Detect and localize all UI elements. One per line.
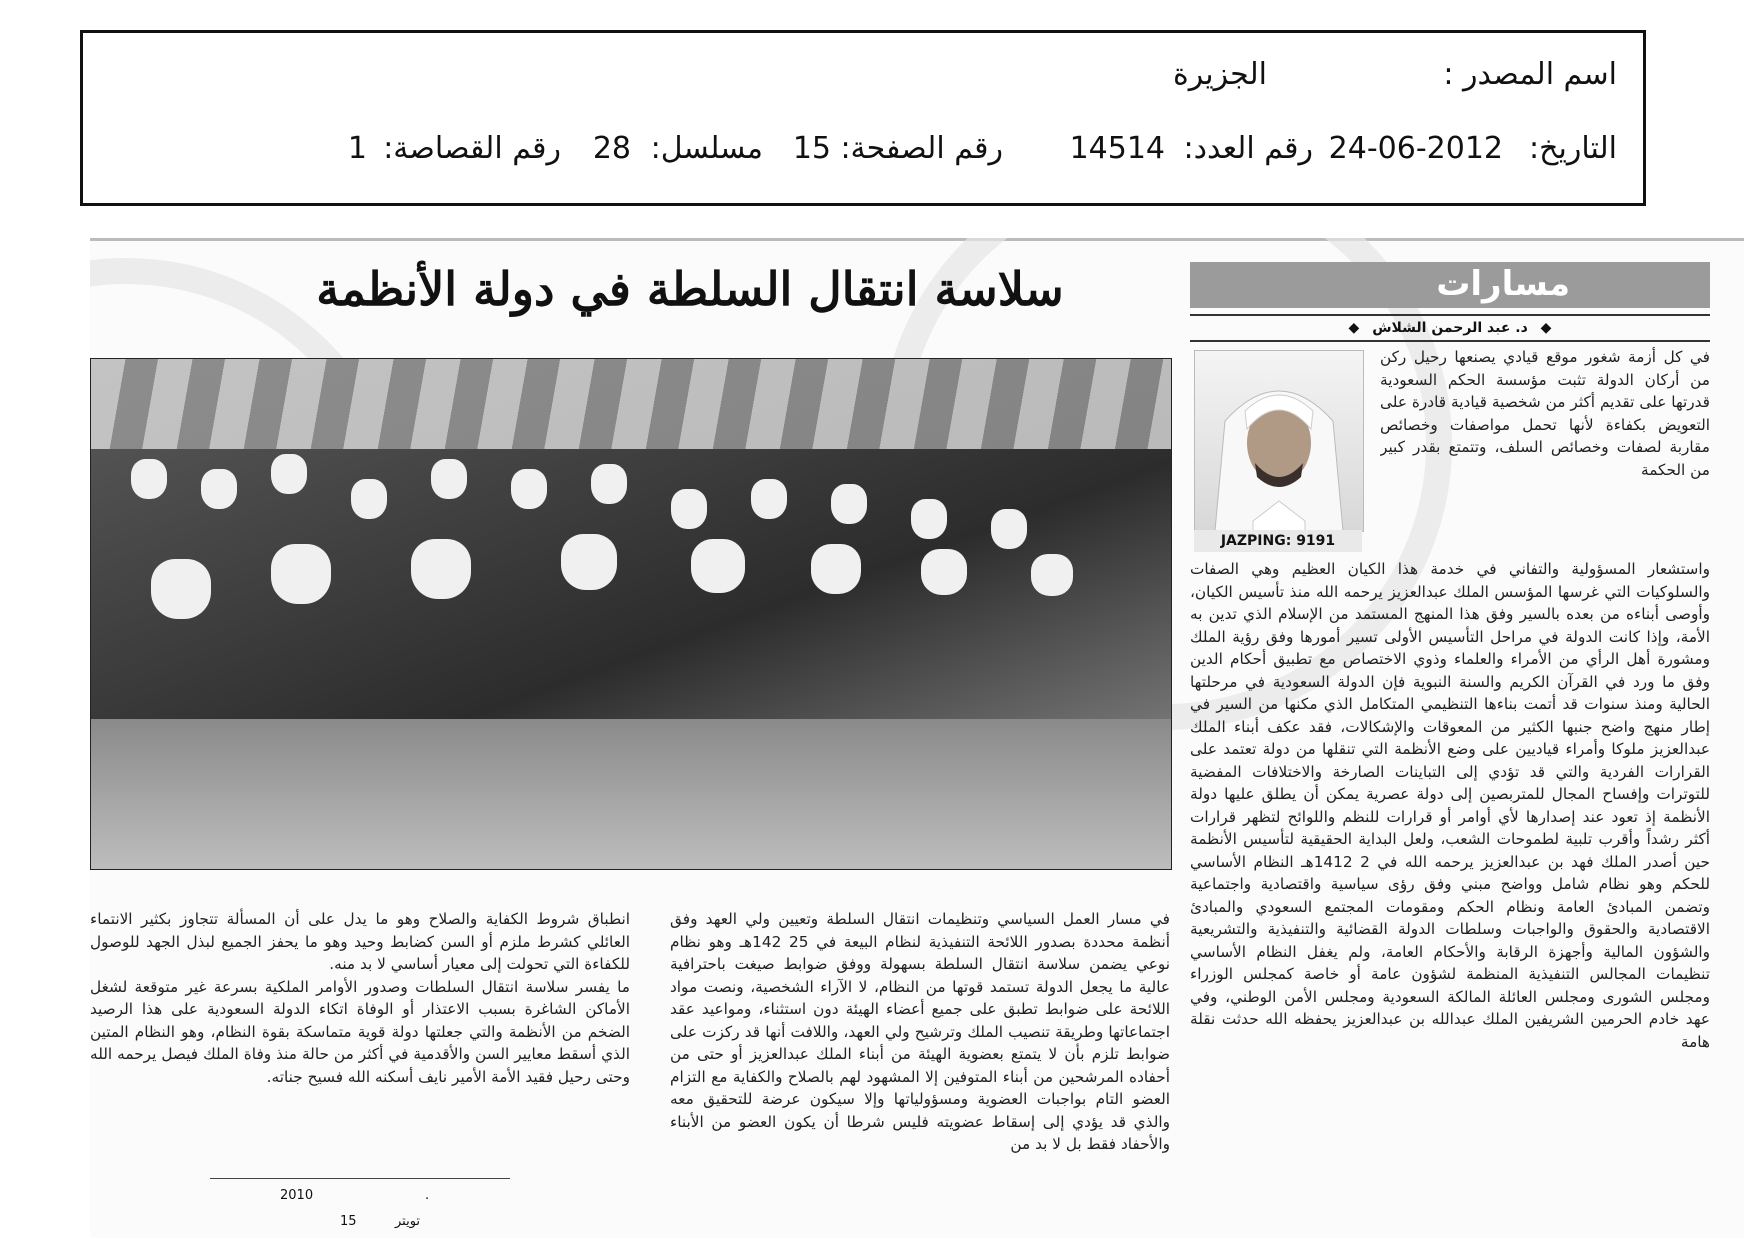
column-name-bar (1190, 262, 1710, 308)
page-label: رقم الصفحة: (840, 131, 1003, 166)
date-value: 24-06-2012 (1328, 131, 1503, 166)
clip-value: 1 (347, 131, 367, 166)
article-intro-text: في كل أزمة شغور موقع قيادي يصنعها رحيل ركن من أركان الدولة تثبت مؤسسة الحكم السعودية قدرتها على تقديم أكثر من شخصية قيادية قادرة على التعويض بكفاءة لأنها تحمل مواصفات وخصائص مقاربة لصفات وخصائص السلف، وتتمتع بقدر كبير من الحكمة (1380, 348, 1710, 479)
article-column-left: انطباق شروط الكفاية والصلاح وهو ما يدل على أن المسألة تتجاوز بكثير الانتماء العائلي كشرط ملزم أو السن كضابط وحيد وهو ما يحفز الجميع لبذل الجهد للوصول للكفاءة التي تحولت إلى معيار أساسي لا بد منه. ما يفسر سلاسة انتقال السلطات وصدور الأوامر الملكية بسرعة غير متوقعة لشغل الأماكن الشاغرة بسبب الاعتذار أو الوفاة اتكاء الدولة السعودية على هذا الرصيد الضخم من الأنظمة والتي جعلتها دولة قوية متماسكة بقوة النظام، وهو النظام المتين الذي أسقط معايير السن والأقدمية في أكثر من حالة منذ وفاة الملك فيصل يرحمه الله وحتى رحيل فقيد الأمة الأمير نايف أسكنه الله فسيح جناته. (90, 910, 630, 1086)
page-value: 15 (792, 131, 831, 166)
column-name: مسارات (1436, 264, 1570, 304)
source-label: اسم المصدر : (1443, 57, 1617, 92)
photo-canopy (91, 359, 1171, 449)
serial-label: مسلسل: (650, 131, 763, 166)
footnote-rule (210, 1178, 510, 1179)
article-headline: سلاسة انتقال السلطة في دولة الأنظمة (316, 262, 1064, 316)
serial-value: 28 (592, 131, 631, 166)
diamond-icon: ◆ (1348, 320, 1360, 336)
clipping-top-rule (90, 238, 1744, 241)
article-column-middle: في مسار العمل السياسي وتنظيمات انتقال السلطة وتعيين ولي العهد وفق أنظمة محددة بصدور اللائحة التنفيذية لنظام البيعة في 25 142هـ وهو نظام نوعي يضمن سلاسة انتقال السلطة بسهولة ووفق ضوابط صيغت باحترافية عالية ما يجعل الدولة تستمد قوتها من النظام، لا الآراء الشخصية، ونصت مواد اللائحة على ضوابط تطبق على جميع أعضاء الهيئة دون استثناء، ومواعيد عقد اجتماعاتها وطريقة تنصيب الملك وترشيح ولي العهد، واللافت أنها قد ركزت على ضوابط تلزم بأن لا يتمتع بعضوية الهيئة من أبناء الملك عبدالعزيز أو حتى من أحفاده المرشحين من أبناء المتوفين إلا المشهود لهم بالصلاح والكفاية مع التزام العضو التام بواجبات العضوية ومسؤولياتها وإلا سيكون عرضة للتحقيق معه والذي قد يؤدي إلى إسقاط عضويته فليس شرطا أن يكون العضو من الأبناء والأحفاد فقط بل لا بد من (670, 910, 1170, 1153)
diamond-icon: ◆ (1540, 320, 1552, 336)
photo-floor (91, 719, 1171, 869)
issue-label: رقم العدد: (1183, 131, 1313, 166)
source-value: الجزيرة (1172, 57, 1267, 92)
article-photo (90, 358, 1172, 870)
author-portrait (1194, 350, 1364, 532)
footnote-dot: . (425, 1188, 430, 1203)
source-info-box (80, 30, 1646, 206)
clip-label: رقم القصاصة: (383, 131, 561, 166)
footnote-label: تويتر (395, 1214, 421, 1229)
issue-value: 14514 (1069, 131, 1165, 166)
author-name: د. عبد الرحمن الشلاش (1372, 320, 1528, 336)
footnote-number: 15 (340, 1214, 357, 1229)
newspaper-clipping (90, 238, 1744, 1238)
photo-caption: JAZPING: 9191 (1194, 530, 1362, 552)
article-column-right: واستشعار المسؤولية والتفاني في خدمة هذا الكيان العظيم وهي الصفات والسلوكيات التي غرسها المؤسس الملك عبدالعزيز يرحمه الله منذ تأسيس الكيان، وأوصى أبناءه من بعده بالسير وفق هذا المنهج المستمد من الإسلام الذي تدين به الأمة، وإذا كانت الدولة في مراحل التأسيس الأولى تسير أمورها وفق رؤية الملك ومشورة أهل الرأي من الأمراء والعلماء وذوي الاختصاص مع تطبيق أحكام الدين وفق ما ورد في القرآن الكريم والسنة النبوية فإن الدولة السعودية في مرحلتها الحالية ومنذ سنوات قد أتمت بناءها التنظيمي المتكامل الذي مكنها من السير في إطار منهج واضح جنبها الكثير من المعوقات والإشكالات، فقد عكف أبناء الملك عبدالعزيز ملوكا وأمراء قياديين على وضع الأنظمة التي تنقلها من دولة تعتمد على القرارات الفردية والتي قد تؤدي إلى التباينات الصارخة والاختلافات المفضية للتوترات وإفساح المجال للمتربصين إلى دولة عصرية يمكن أن يطلق عليها دولة الأنظمة إذ تعود عند إصدارها لأي أوامر أو قرارات للنظم واللوائح لتظهر قرارات أكثر رشداً وأقرب تلبية لطموحات الشعب، ولعل البداية الحقيقية لتأسيس الأنظمة حين أصدر الملك فهد بن عبدالعزيز يرحمه الله في 2 1412هـ النظام الأساسي للحكم وهو نظام شامل وواضح مبني وفق رؤى سياسية واقتصادية واجتماعية وتضمن المبادئ العامة ونظام الحكم ومقومات المجتمع السعودي والمبادئ الاقتصادية والحقوق والواجبات وسلطات الدولة القضائية والتنفيذية والتشريعية والشؤون المالية وأجهزة الرقابة والأحكام العامة، ولم يغفل النظام الأساسي تنظيمات المجالس التنفيذية المنظمة لشؤون عامة أو خاصة كمجلس الوزراء ومجلس الشورى ومجلس العائلة المالكة السعودية ومجلس الأمن الوطني، وفي عهد خادم الحرمين الشريفين الملك عبدالله بن عبدالعزيز يحفظه الله حدثت نقلة هامة (1190, 560, 1710, 1051)
footnote-year: 2010 (280, 1188, 314, 1203)
date-label: التاريخ: (1529, 131, 1617, 166)
author-line (1190, 314, 1710, 342)
